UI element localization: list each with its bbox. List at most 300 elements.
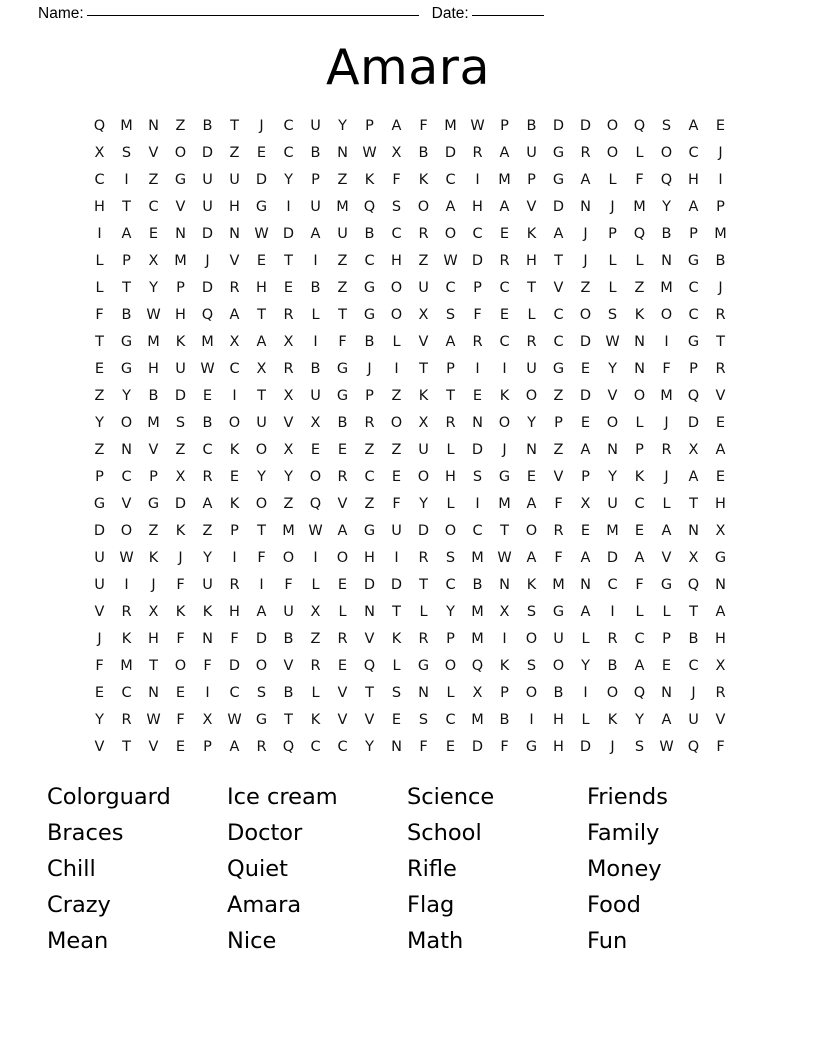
grid-cell[interactable]: G	[255, 712, 268, 728]
date-write-in-line[interactable]	[472, 14, 544, 16]
grid-cell[interactable]: N	[634, 334, 645, 350]
grid-cell[interactable]: H	[553, 712, 564, 728]
grid-cell[interactable]: A	[202, 496, 213, 512]
grid-cell[interactable]: V	[337, 685, 348, 701]
grid-cell[interactable]: C	[688, 307, 699, 323]
grid-cell[interactable]: H	[715, 631, 726, 647]
grid-cell[interactable]: U	[337, 226, 348, 242]
grid-cell[interactable]: P	[122, 253, 131, 269]
grid-cell[interactable]: T	[446, 388, 455, 404]
grid-cell[interactable]: A	[634, 550, 645, 566]
grid-cell[interactable]: P	[581, 469, 590, 485]
grid-cell[interactable]: H	[553, 739, 564, 755]
grid-cell[interactable]: I	[583, 685, 588, 701]
grid-cell[interactable]: O	[525, 631, 538, 647]
grid-cell[interactable]: B	[688, 631, 699, 647]
grid-cell[interactable]: C	[229, 685, 240, 701]
word-list-item[interactable]: Math	[407, 928, 464, 954]
grid-cell[interactable]: U	[283, 604, 294, 620]
grid-cell[interactable]: U	[256, 415, 267, 431]
grid-cell[interactable]: Z	[418, 253, 429, 269]
grid-cell[interactable]: E	[580, 415, 591, 431]
grid-cell[interactable]: R	[283, 361, 294, 377]
grid-cell[interactable]: P	[527, 172, 536, 188]
grid-cell[interactable]: E	[580, 361, 591, 377]
grid-cell[interactable]: C	[472, 226, 483, 242]
grid-cell[interactable]: Y	[203, 550, 212, 566]
grid-cell[interactable]: S	[526, 604, 537, 620]
grid-cell[interactable]: E	[175, 739, 186, 755]
grid-cell[interactable]: N	[337, 145, 348, 161]
word-list-item[interactable]: Family	[587, 820, 660, 846]
grid-cell[interactable]: I	[610, 604, 615, 620]
grid-cell[interactable]: W	[443, 253, 458, 269]
grid-cell[interactable]: F	[203, 658, 212, 674]
grid-cell[interactable]: Z	[337, 280, 348, 296]
grid-cell[interactable]: O	[390, 307, 403, 323]
grid-cell[interactable]: T	[527, 280, 536, 296]
grid-cell[interactable]: E	[715, 415, 726, 431]
grid-cell[interactable]: O	[606, 145, 619, 161]
grid-cell[interactable]: K	[634, 469, 645, 485]
grid-cell[interactable]: Y	[284, 469, 293, 485]
grid-cell[interactable]: K	[607, 712, 618, 728]
grid-cell[interactable]: A	[445, 334, 456, 350]
grid-cell[interactable]: A	[445, 199, 456, 215]
grid-cell[interactable]: K	[148, 550, 159, 566]
grid-cell[interactable]: B	[607, 658, 618, 674]
grid-cell[interactable]: E	[94, 361, 105, 377]
grid-cell[interactable]: G	[552, 172, 565, 188]
grid-cell[interactable]: J	[502, 442, 507, 458]
grid-cell[interactable]: P	[365, 388, 374, 404]
grid-cell[interactable]: M	[282, 523, 295, 539]
grid-cell[interactable]: Z	[148, 523, 159, 539]
grid-cell[interactable]: U	[607, 496, 618, 512]
grid-cell[interactable]: G	[687, 253, 700, 269]
grid-cell[interactable]: V	[364, 631, 375, 647]
grid-cell[interactable]: B	[364, 334, 375, 350]
grid-cell[interactable]: U	[526, 145, 537, 161]
grid-cell[interactable]: Y	[419, 496, 428, 512]
grid-cell[interactable]: Y	[257, 469, 266, 485]
grid-cell[interactable]: Q	[687, 577, 700, 593]
grid-cell[interactable]: R	[418, 631, 429, 647]
grid-cell[interactable]: K	[175, 604, 186, 620]
grid-cell[interactable]: R	[715, 361, 726, 377]
grid-cell[interactable]: M	[606, 523, 619, 539]
grid-cell[interactable]: X	[283, 334, 294, 350]
grid-cell[interactable]: V	[283, 658, 294, 674]
grid-cell[interactable]: P	[149, 469, 158, 485]
grid-cell[interactable]: D	[471, 253, 484, 269]
grid-cell[interactable]: D	[390, 577, 403, 593]
grid-cell[interactable]: Z	[391, 442, 402, 458]
grid-cell[interactable]: P	[554, 415, 563, 431]
grid-cell[interactable]: O	[255, 496, 268, 512]
grid-cell[interactable]: N	[202, 631, 213, 647]
grid-cell[interactable]: N	[634, 361, 645, 377]
grid-cell[interactable]: A	[337, 523, 348, 539]
grid-cell[interactable]: A	[715, 442, 726, 458]
grid-cell[interactable]: O	[255, 658, 268, 674]
grid-cell[interactable]: P	[365, 118, 374, 134]
grid-cell[interactable]: K	[499, 388, 510, 404]
grid-cell[interactable]: W	[308, 523, 323, 539]
grid-cell[interactable]: R	[715, 307, 726, 323]
grid-cell[interactable]: S	[175, 415, 186, 431]
grid-cell[interactable]: A	[553, 226, 564, 242]
grid-cell[interactable]: L	[446, 685, 455, 701]
grid-cell[interactable]: Z	[553, 442, 564, 458]
grid-cell[interactable]: E	[391, 712, 402, 728]
grid-cell[interactable]: M	[444, 118, 457, 134]
grid-cell[interactable]: D	[363, 577, 376, 593]
grid-cell[interactable]: K	[310, 712, 321, 728]
grid-cell[interactable]: S	[418, 712, 429, 728]
grid-cell[interactable]: K	[364, 172, 375, 188]
word-list-item[interactable]: Chill	[47, 856, 96, 882]
grid-cell[interactable]: X	[391, 145, 402, 161]
grid-cell[interactable]: X	[418, 415, 429, 431]
grid-cell[interactable]: W	[146, 307, 161, 323]
grid-cell[interactable]: O	[228, 415, 241, 431]
grid-cell[interactable]: D	[255, 631, 268, 647]
grid-cell[interactable]: C	[94, 172, 105, 188]
grid-cell[interactable]: T	[257, 388, 266, 404]
grid-cell[interactable]: A	[526, 550, 537, 566]
grid-cell[interactable]: D	[282, 226, 295, 242]
grid-cell[interactable]: J	[664, 469, 669, 485]
grid-cell[interactable]: U	[553, 631, 564, 647]
grid-cell[interactable]: V	[148, 145, 159, 161]
grid-cell[interactable]: P	[203, 739, 212, 755]
grid-cell[interactable]: N	[580, 199, 591, 215]
grid-cell[interactable]: H	[175, 307, 186, 323]
grid-cell[interactable]: C	[634, 496, 645, 512]
grid-cell[interactable]: Y	[608, 361, 617, 377]
grid-cell[interactable]: I	[232, 550, 237, 566]
grid-cell[interactable]: V	[337, 712, 348, 728]
grid-cell[interactable]: S	[607, 307, 618, 323]
grid-cell[interactable]: P	[311, 172, 320, 188]
word-list-item[interactable]: Ice cream	[227, 784, 338, 810]
grid-cell[interactable]: E	[337, 577, 348, 593]
grid-cell[interactable]: H	[148, 631, 159, 647]
grid-cell[interactable]: W	[227, 712, 242, 728]
grid-cell[interactable]: R	[310, 658, 321, 674]
grid-cell[interactable]: M	[147, 415, 160, 431]
grid-cell[interactable]: D	[579, 118, 592, 134]
grid-cell[interactable]: P	[689, 361, 698, 377]
grid-cell[interactable]: O	[498, 415, 511, 431]
grid-cell[interactable]: S	[526, 658, 537, 674]
grid-cell[interactable]: U	[202, 199, 213, 215]
grid-cell[interactable]: I	[124, 577, 129, 593]
grid-cell[interactable]: L	[527, 307, 536, 323]
grid-cell[interactable]: A	[688, 199, 699, 215]
grid-cell[interactable]: R	[472, 145, 483, 161]
grid-cell[interactable]: P	[500, 685, 509, 701]
grid-cell[interactable]: Z	[175, 118, 186, 134]
grid-cell[interactable]: P	[689, 226, 698, 242]
grid-cell[interactable]: H	[688, 172, 699, 188]
grid-cell[interactable]: Q	[309, 496, 322, 512]
grid-cell[interactable]: T	[257, 523, 266, 539]
grid-cell[interactable]: U	[526, 361, 537, 377]
word-list-item[interactable]: Friends	[587, 784, 668, 810]
grid-cell[interactable]: K	[229, 496, 240, 512]
grid-cell[interactable]: K	[634, 307, 645, 323]
grid-cell[interactable]: R	[661, 442, 672, 458]
grid-cell[interactable]: I	[232, 388, 237, 404]
grid-cell[interactable]: O	[606, 118, 619, 134]
grid-cell[interactable]: B	[310, 145, 321, 161]
grid-cell[interactable]: R	[607, 631, 618, 647]
grid-cell[interactable]: P	[635, 442, 644, 458]
grid-cell[interactable]: V	[526, 199, 537, 215]
grid-cell[interactable]: H	[472, 199, 483, 215]
grid-cell[interactable]: E	[337, 658, 348, 674]
grid-cell[interactable]: F	[338, 334, 347, 350]
grid-cell[interactable]: Z	[310, 631, 321, 647]
grid-cell[interactable]: A	[526, 496, 537, 512]
grid-cell[interactable]: H	[229, 199, 240, 215]
grid-cell[interactable]: G	[147, 496, 160, 512]
grid-cell[interactable]: C	[445, 712, 456, 728]
grid-cell[interactable]: W	[605, 334, 620, 350]
grid-cell[interactable]: R	[202, 469, 213, 485]
grid-cell[interactable]: R	[526, 334, 537, 350]
grid-cell[interactable]: N	[148, 118, 159, 134]
grid-cell[interactable]: R	[445, 415, 456, 431]
grid-cell[interactable]: G	[552, 361, 565, 377]
grid-cell[interactable]: D	[552, 118, 565, 134]
grid-cell[interactable]: B	[418, 145, 429, 161]
word-list-item[interactable]: School	[407, 820, 482, 846]
grid-cell[interactable]: O	[525, 685, 538, 701]
grid-cell[interactable]: A	[688, 118, 699, 134]
grid-cell[interactable]: Y	[635, 712, 644, 728]
grid-cell[interactable]: R	[499, 253, 510, 269]
grid-cell[interactable]: J	[610, 199, 615, 215]
grid-cell[interactable]: F	[392, 496, 401, 512]
grid-cell[interactable]: J	[664, 415, 669, 431]
grid-cell[interactable]: B	[283, 685, 294, 701]
grid-cell[interactable]: T	[419, 577, 428, 593]
grid-cell[interactable]: D	[687, 415, 700, 431]
grid-cell[interactable]: D	[255, 172, 268, 188]
grid-cell[interactable]: M	[714, 226, 727, 242]
grid-cell[interactable]: G	[120, 334, 133, 350]
grid-cell[interactable]: J	[178, 550, 183, 566]
grid-cell[interactable]: O	[579, 307, 592, 323]
word-search-grid[interactable]	[86, 113, 734, 761]
grid-cell[interactable]: U	[310, 118, 321, 134]
grid-cell[interactable]: T	[95, 334, 104, 350]
grid-cell[interactable]: G	[687, 334, 700, 350]
grid-cell[interactable]: R	[337, 631, 348, 647]
grid-cell[interactable]: W	[254, 226, 269, 242]
grid-cell[interactable]: T	[122, 739, 131, 755]
grid-cell[interactable]: S	[634, 739, 645, 755]
grid-cell[interactable]: K	[526, 577, 537, 593]
grid-cell[interactable]: P	[500, 118, 509, 134]
grid-cell[interactable]: B	[202, 415, 213, 431]
grid-cell[interactable]: B	[283, 631, 294, 647]
grid-cell[interactable]: M	[498, 172, 511, 188]
grid-cell[interactable]: K	[175, 334, 186, 350]
grid-cell[interactable]: L	[338, 604, 347, 620]
grid-cell[interactable]: Q	[363, 658, 376, 674]
grid-cell[interactable]: R	[121, 604, 132, 620]
grid-cell[interactable]: I	[529, 712, 534, 728]
grid-cell[interactable]: R	[121, 712, 132, 728]
grid-cell[interactable]: N	[121, 442, 132, 458]
grid-cell[interactable]: K	[418, 388, 429, 404]
grid-cell[interactable]: T	[392, 604, 401, 620]
grid-cell[interactable]: L	[635, 604, 644, 620]
word-list-item[interactable]: Flag	[407, 892, 455, 918]
word-list-item[interactable]: Nice	[227, 928, 277, 954]
grid-cell[interactable]: O	[444, 523, 457, 539]
grid-cell[interactable]: C	[283, 145, 294, 161]
grid-cell[interactable]: I	[313, 253, 318, 269]
grid-cell[interactable]: X	[283, 442, 294, 458]
grid-cell[interactable]: G	[255, 199, 268, 215]
grid-cell[interactable]: M	[552, 577, 565, 593]
grid-cell[interactable]: F	[284, 577, 293, 593]
grid-cell[interactable]: M	[471, 604, 484, 620]
grid-cell[interactable]: P	[95, 469, 104, 485]
grid-cell[interactable]: V	[715, 388, 726, 404]
grid-cell[interactable]: N	[148, 685, 159, 701]
grid-cell[interactable]: V	[148, 442, 159, 458]
grid-cell[interactable]: J	[259, 118, 264, 134]
grid-cell[interactable]: Z	[148, 172, 159, 188]
grid-cell[interactable]: N	[175, 226, 186, 242]
grid-cell[interactable]: P	[446, 361, 455, 377]
grid-cell[interactable]: K	[526, 226, 537, 242]
grid-cell[interactable]: M	[471, 631, 484, 647]
grid-cell[interactable]: F	[392, 172, 401, 188]
grid-cell[interactable]: U	[418, 280, 429, 296]
grid-cell[interactable]: O	[660, 145, 673, 161]
grid-cell[interactable]: L	[446, 442, 455, 458]
grid-cell[interactable]: E	[526, 469, 537, 485]
grid-cell[interactable]: X	[715, 658, 726, 674]
grid-cell[interactable]: L	[635, 145, 644, 161]
grid-cell[interactable]: P	[716, 199, 725, 215]
word-list-item[interactable]: Colorguard	[47, 784, 171, 810]
grid-cell[interactable]: V	[94, 604, 105, 620]
grid-cell[interactable]: U	[94, 550, 105, 566]
grid-cell[interactable]: T	[149, 658, 158, 674]
grid-cell[interactable]: U	[391, 523, 402, 539]
grid-cell[interactable]: G	[660, 577, 673, 593]
grid-cell[interactable]: F	[257, 550, 266, 566]
grid-cell[interactable]: H	[256, 280, 267, 296]
grid-cell[interactable]: X	[472, 685, 483, 701]
grid-cell[interactable]: F	[716, 739, 725, 755]
grid-cell[interactable]: T	[122, 280, 131, 296]
grid-cell[interactable]: Q	[687, 388, 700, 404]
grid-cell[interactable]: B	[310, 280, 321, 296]
word-list-item[interactable]: Amara	[227, 892, 302, 918]
grid-cell[interactable]: L	[635, 415, 644, 431]
grid-cell[interactable]: J	[718, 145, 723, 161]
grid-cell[interactable]: F	[554, 550, 563, 566]
grid-cell[interactable]: Q	[633, 118, 646, 134]
grid-cell[interactable]: T	[689, 496, 698, 512]
grid-cell[interactable]: C	[553, 334, 564, 350]
word-list-item[interactable]: Food	[587, 892, 641, 918]
grid-cell[interactable]: M	[120, 658, 133, 674]
grid-cell[interactable]: E	[715, 469, 726, 485]
grid-cell[interactable]: C	[283, 118, 294, 134]
grid-cell[interactable]: R	[283, 307, 294, 323]
grid-cell[interactable]: M	[471, 712, 484, 728]
grid-cell[interactable]: G	[552, 604, 565, 620]
grid-cell[interactable]: Z	[337, 172, 348, 188]
grid-cell[interactable]: E	[715, 118, 726, 134]
grid-cell[interactable]: O	[606, 415, 619, 431]
grid-cell[interactable]: L	[392, 334, 401, 350]
word-list-item[interactable]: Fun	[587, 928, 628, 954]
grid-cell[interactable]: R	[364, 415, 375, 431]
grid-cell[interactable]: G	[714, 550, 727, 566]
grid-cell[interactable]: T	[338, 307, 347, 323]
grid-cell[interactable]: I	[124, 172, 129, 188]
grid-cell[interactable]: Y	[95, 712, 104, 728]
grid-cell[interactable]: C	[472, 523, 483, 539]
grid-cell[interactable]: O	[390, 280, 403, 296]
grid-cell[interactable]: O	[525, 388, 538, 404]
grid-cell[interactable]: B	[364, 226, 375, 242]
grid-cell[interactable]: X	[688, 550, 699, 566]
grid-cell[interactable]: I	[475, 496, 480, 512]
grid-cell[interactable]: C	[607, 577, 618, 593]
grid-cell[interactable]: F	[176, 631, 185, 647]
grid-cell[interactable]: L	[311, 307, 320, 323]
grid-cell[interactable]: R	[337, 469, 348, 485]
grid-cell[interactable]: E	[310, 442, 321, 458]
grid-cell[interactable]: C	[121, 685, 132, 701]
grid-cell[interactable]: Q	[201, 307, 214, 323]
grid-cell[interactable]: C	[499, 334, 510, 350]
grid-cell[interactable]: C	[391, 226, 402, 242]
grid-cell[interactable]: O	[525, 523, 538, 539]
word-list-item[interactable]: Braces	[47, 820, 124, 846]
grid-cell[interactable]: C	[310, 739, 321, 755]
grid-cell[interactable]: C	[121, 469, 132, 485]
grid-cell[interactable]: P	[176, 280, 185, 296]
grid-cell[interactable]: X	[283, 388, 294, 404]
grid-cell[interactable]: T	[122, 199, 131, 215]
grid-cell[interactable]: F	[176, 577, 185, 593]
grid-cell[interactable]: Y	[365, 739, 374, 755]
grid-cell[interactable]: L	[419, 604, 428, 620]
grid-cell[interactable]: M	[336, 199, 349, 215]
grid-cell[interactable]: F	[662, 361, 671, 377]
grid-cell[interactable]: Z	[364, 442, 375, 458]
grid-cell[interactable]: R	[715, 685, 726, 701]
grid-cell[interactable]: X	[715, 523, 726, 539]
grid-cell[interactable]: N	[499, 577, 510, 593]
grid-cell[interactable]: H	[229, 604, 240, 620]
grid-cell[interactable]: E	[229, 469, 240, 485]
grid-cell[interactable]: C	[445, 577, 456, 593]
